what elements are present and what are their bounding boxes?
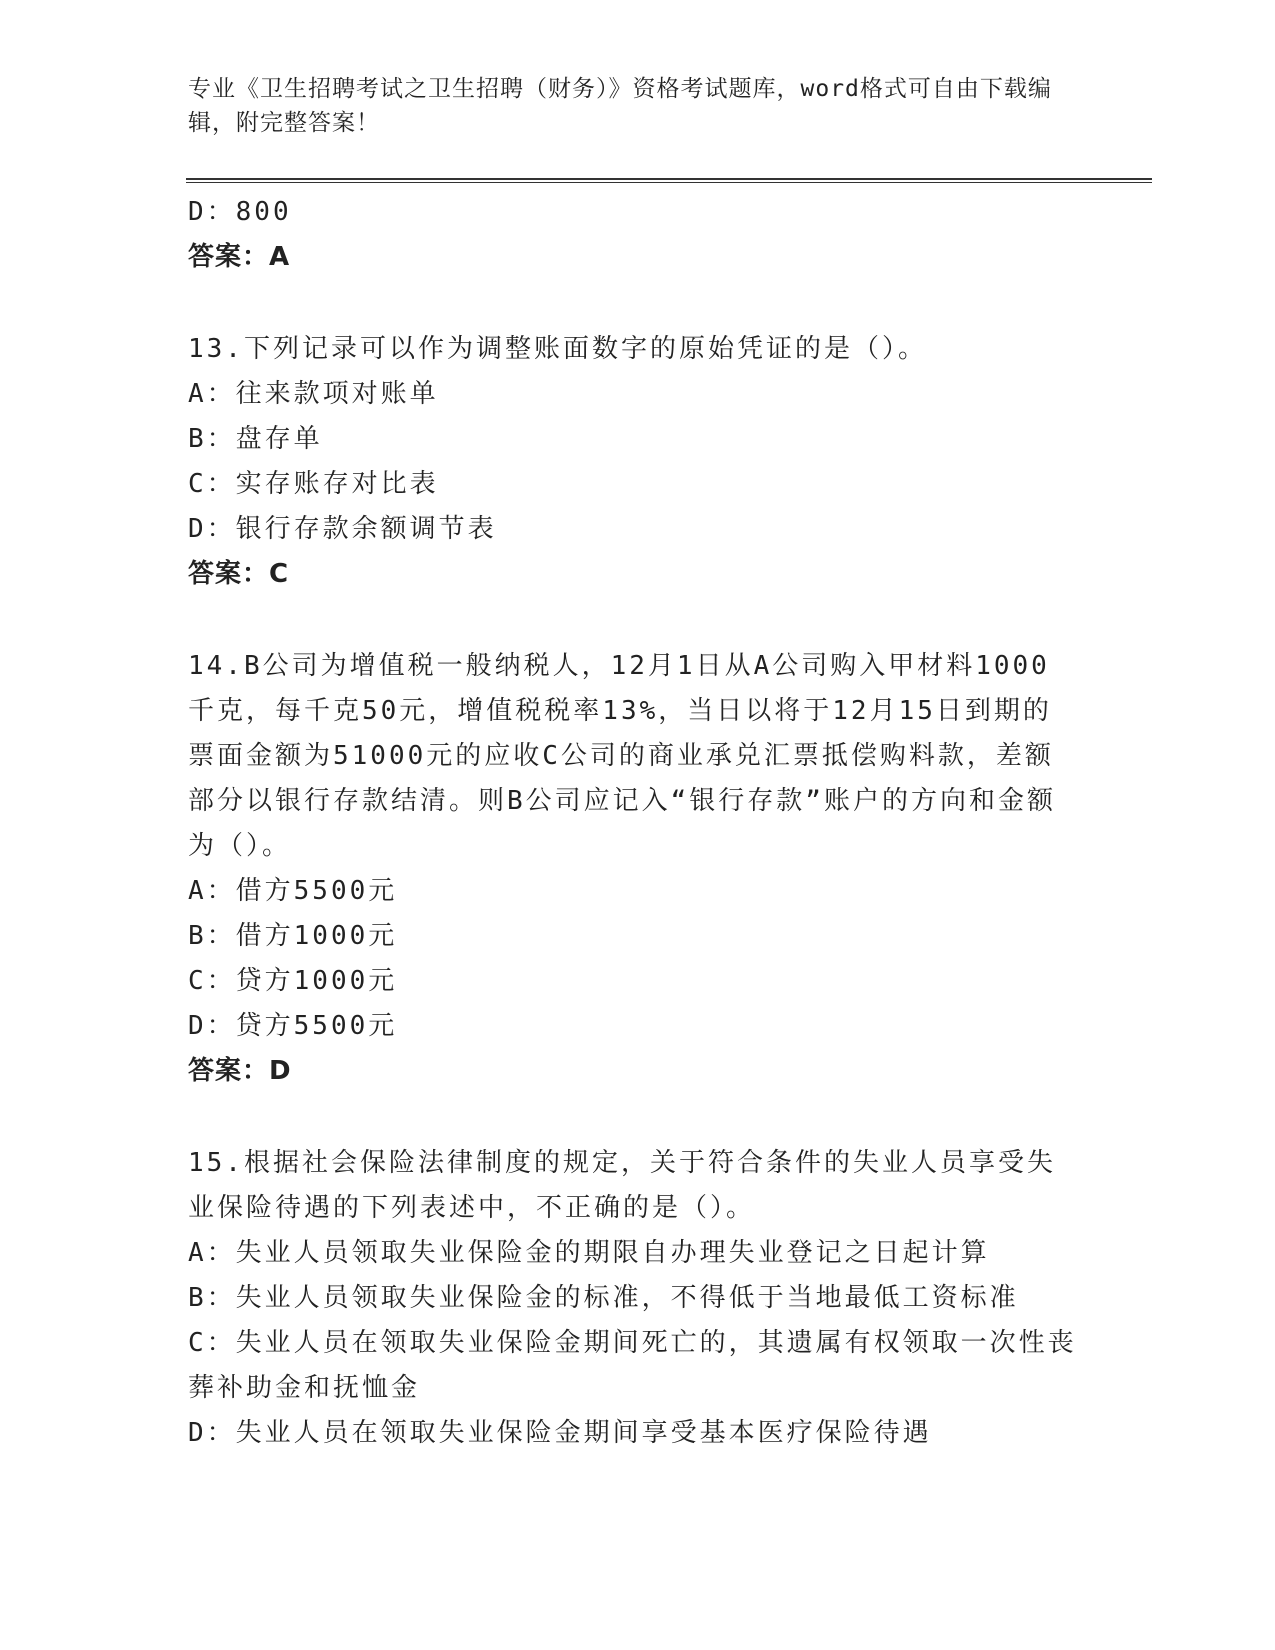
- option-d: D：失业人员在领取失业保险金期间享受基本医疗保险待遇: [188, 1418, 932, 1448]
- question-stem: 14.B公司为增值税一般纳税人，12月1日从A公司购入甲材料1000千克，每千克50元，增值税税率13%，当日以将于12月15日到期的票面金额为51000元的应收C公司的商业承兑汇票抵偿购料款，差额部分以银行存款结清。则B公司应记入“银行存款”账户的方向和金额为（）。: [188, 651, 1056, 861]
- page-header: 专业《卫生招聘考试之卫生招聘（财务）》资格考试题库，word格式可自由下载编辑，附完整答案！: [188, 76, 1052, 136]
- question-stem: 13.下列记录可以作为调整账面数字的原始凭证的是（）。: [188, 334, 927, 364]
- option-d: D：银行存款余额调节表: [188, 514, 497, 544]
- answer: 答案：A: [188, 242, 291, 272]
- answer: 答案：C: [188, 559, 290, 589]
- option-a: A：借方5500元: [188, 876, 398, 906]
- question-stem: 15.根据社会保险法律制度的规定，关于符合条件的失业人员享受失业保险待遇的下列表述中，不正确的是（）。: [188, 1148, 1056, 1223]
- option-d: D：贷方5500元: [188, 1011, 398, 1041]
- question-15: [188, 1141, 1078, 1456]
- question-14: [188, 644, 1078, 1094]
- header-divider-thin: [186, 182, 1152, 183]
- question-13: [188, 327, 1078, 597]
- option-d: D：800: [188, 197, 292, 227]
- option-c: C：实存账存对比表: [188, 469, 439, 499]
- answer: 答案：D: [188, 1056, 292, 1086]
- header-divider-thick: [186, 178, 1152, 180]
- document-body: [188, 190, 1078, 1456]
- option-c: C：贷方1000元: [188, 966, 398, 996]
- option-b: B：失业人员领取失业保险金的标准，不得低于当地最低工资标准: [188, 1283, 1019, 1313]
- option-a: A：失业人员领取失业保险金的期限自办理失业登记之日起计算: [188, 1238, 990, 1268]
- option-b: B：借方1000元: [188, 921, 398, 951]
- option-c: C：失业人员在领取失业保险金期间死亡的，其遗属有权领取一次性丧葬补助金和抚恤金: [188, 1328, 1077, 1403]
- option-b: B：盘存单: [188, 424, 323, 454]
- option-a: A：往来款项对账单: [188, 379, 439, 409]
